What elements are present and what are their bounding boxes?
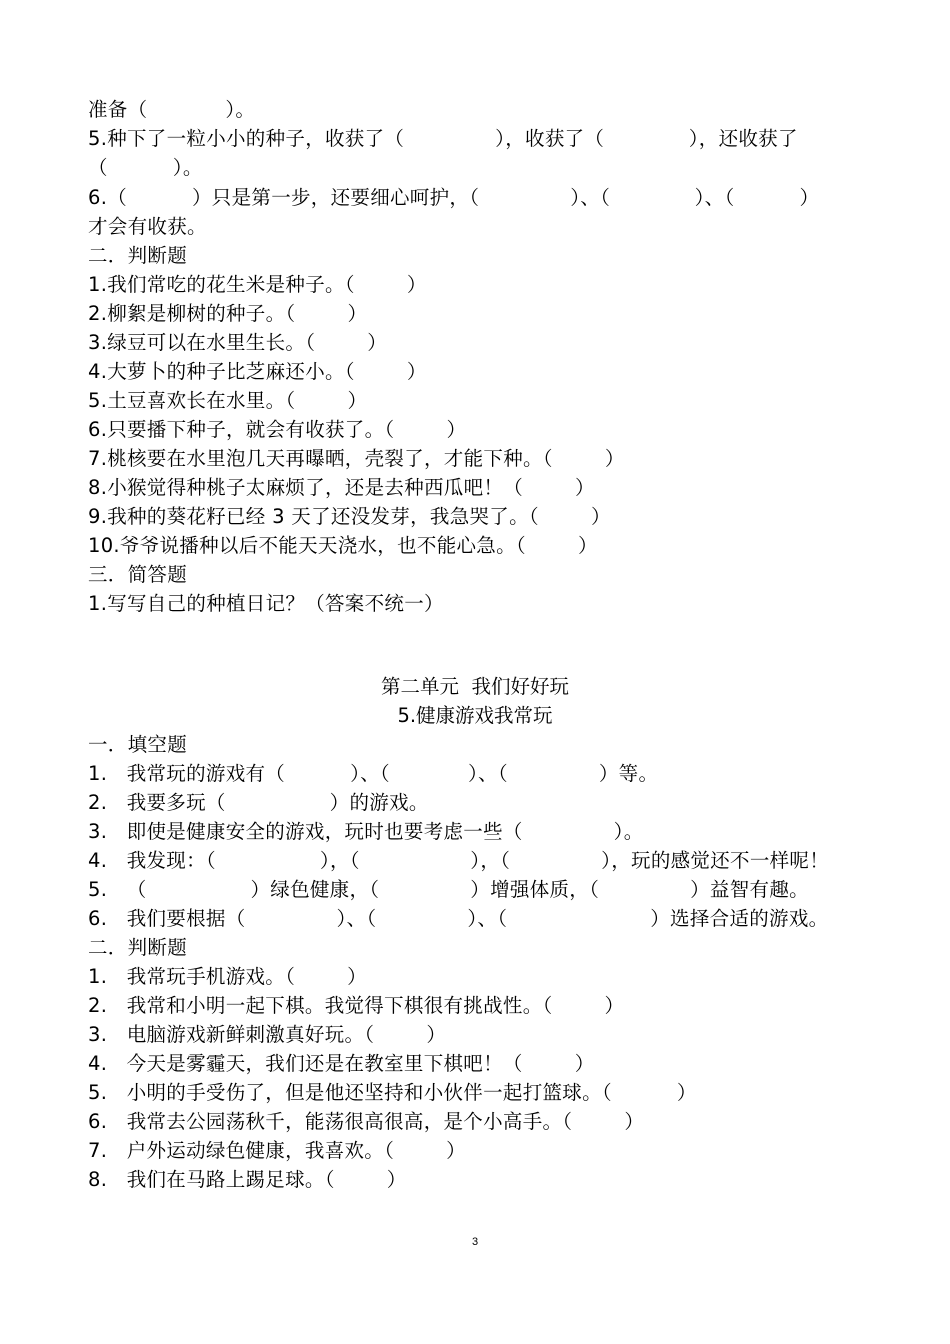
question-line: 10.爷爷说播种以后不能天天浇水，也不能心急。（ ） <box>88 534 598 557</box>
question-line: 3. 即使是健康安全的游戏，玩时也要考虑一些（ ）。 <box>88 820 644 843</box>
question-line: 6. 我常去公园荡秋千，能荡很高很高，是个小高手。（ ） <box>88 1110 645 1133</box>
question-line: 1. 我常玩手机游戏。（ ） <box>88 965 367 988</box>
lesson-title: 5.健康游戏我常玩 <box>397 704 553 727</box>
page-number: 3 <box>471 1236 479 1248</box>
question-line: 8. 我们在马路上踢足球。（ ） <box>88 1168 407 1191</box>
question-line: 4.大萝卜的种子比芝麻还小。（ ） <box>88 360 427 383</box>
question-line: 1.写写自己的种植日记？（答案不统一） <box>88 592 444 615</box>
question-line: 5. （ ）绿色健康，（ ）增强体质，（ ）益智有趣。 <box>88 878 809 901</box>
question-line: 3. 电脑游戏新鲜刺激真好玩。（ ） <box>88 1023 447 1046</box>
question-line: 9.我种的葵花籽已经 3 天了还没发芽，我急哭了。（ ） <box>88 505 611 528</box>
question-line: 5.土豆喜欢长在水里。（ ） <box>88 389 368 412</box>
section-heading: 三．简答题 <box>88 563 188 586</box>
question-line: 1. 我常玩的游戏有（ ）、（ ）、（ ）等。 <box>88 762 659 785</box>
text-line: 才会有收获。 <box>88 215 207 238</box>
section-heading: 二．判断题 <box>88 936 188 959</box>
section-heading: 二．判断题 <box>88 244 188 267</box>
question-line: 1.我们常吃的花生米是种子。（ ） <box>88 273 427 296</box>
text-line: 6.（ ）只是第一步，还要细心呵护，（ ）、（ ）、（ ） <box>88 186 820 209</box>
unit-title: 第二单元 我们好好玩 <box>381 675 569 698</box>
question-line: 4. 我发现：（ ），（ ），（ ），玩的感觉还不一样呢！ <box>88 849 830 872</box>
question-line: 7.桃核要在水里泡几天再曝晒，壳裂了，才能下种。（ ） <box>88 447 625 470</box>
section-heading: 一．填空题 <box>88 733 188 756</box>
question-line: 2. 我常和小明一起下棋。我觉得下棋很有挑战性。（ ） <box>88 994 625 1017</box>
question-line: 6.只要播下种子，就会有收获了。（ ） <box>88 418 467 441</box>
question-line: 7. 户外运动绿色健康，我喜欢。（ ） <box>88 1139 466 1162</box>
question-line: 5. 小明的手受伤了，但是他还坚持和小伙伴一起打篮球。（ ） <box>88 1081 697 1104</box>
text-line: 准备（ ）。 <box>88 98 256 121</box>
question-line: 6. 我们要根据（ ）、（ ）、（ ）选择合适的游戏。 <box>88 907 829 930</box>
text-line: （ ）。 <box>88 156 203 179</box>
question-line: 2.柳絮是柳树的种子。（ ） <box>88 302 368 325</box>
question-line: 8.小猴觉得种桃子太麻烦了，还是去种西瓜吧！（ ） <box>88 476 595 499</box>
text-line: 5.种下了一粒小小的种子，收获了（ ），收获了（ ），还收获了 <box>88 127 798 150</box>
question-line: 4. 今天是雾霾天，我们还是在教室里下棋吧！（ ） <box>88 1052 595 1075</box>
question-line: 3.绿豆可以在水里生长。（ ） <box>88 331 388 354</box>
question-line: 2. 我要多玩（ ）的游戏。 <box>88 791 429 814</box>
